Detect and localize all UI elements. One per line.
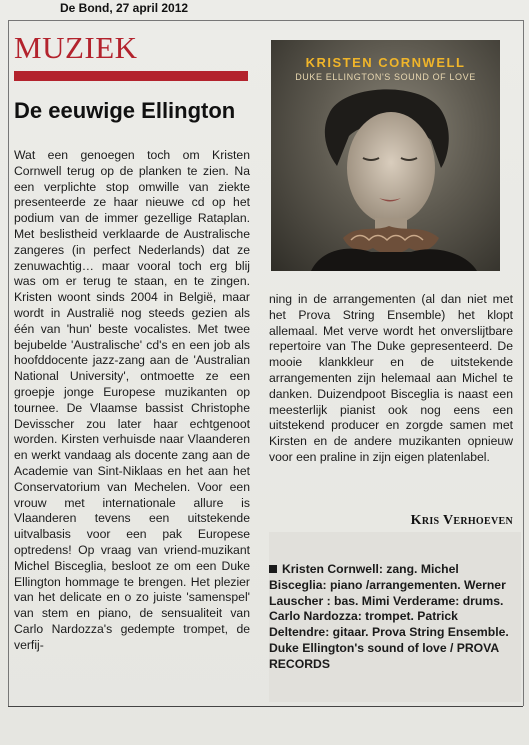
byline: Kris Verhoeven (410, 513, 513, 528)
frame-bottom-rule (8, 706, 523, 707)
credits-content: Kristen Cornwell: zang. Michel Bisceglia: piano /arrangementen. Werner Lauscher : bas. Mimi Verderame: drums. Carlo Nardozza: trompet. Patrick Deltendre: gitaar. Prova String Ensemble. Duke Ellington's sound of love / PROVA RECORDS (269, 562, 509, 671)
album-title: DUKE ELLINGTON'S SOUND OF LOVE (295, 72, 476, 82)
frame-right-rule (523, 20, 524, 706)
frame-top-rule (8, 20, 523, 21)
section-bar (14, 71, 248, 81)
source-line: De Bond, 27 april 2012 (60, 1, 189, 15)
album-cover-image (271, 40, 500, 271)
credits-text (269, 562, 515, 673)
body-column-1: Wat een genoegen toch om Kristen Cornwell terug op de planken te zien. Na een verplichte stop omwille van ziekte presenteerde ze haar nieuwe cd op het podium van de immer gezellige Rataplan. Met beslistheid verklaarde de Australische zangeres (in perfect Nederlands) dat ze zenuwachtig… maar vooral toch erg blij was om er terug te staan, en te zingen. Kristen woont sinds 2004 in België, maar wordt in Australië nog steeds gezien als één van 'hun' beste vocalistes. Met twee bejubelde 'Australische' cd's en een job als hoofddocente jazz-zang aan de 'Australian National University', ontmoette ze een groepje jonge Europese muzikanten op tournee. De Vlaamse bassist Christophe Devisscher zou later haar echtgenoot worden. Kirsten verhuisde naar Vlaanderen en werkt vandaag als docente zang aan de Academie van Sint-Niklaas en het aan het Conservatorium van Mechelen. Voor een vrouw met internationale allure is Vlaanderen tevens een uitstekende uitvalbasis voor een pak Europese optredens! Op vraag van vriend-muzikant Michel Bisceglia, besloot ze om een Duke Ellington hommage te brengen. Het plezier van het delicate en o zo juiste 'samenspel' van stem en piano, de sensualiteit van Carlo Nardozza's gedempte trompet, de verfij- (14, 148, 250, 652)
headline: De eeuwige Ellington (14, 98, 236, 123)
section-title: MUZIEK (14, 30, 138, 65)
frame-left-rule (8, 20, 9, 706)
album-artist: KRISTEN CORNWELL (305, 55, 466, 70)
body-column-2: ning in de arrangementen (al dan niet met het Prova String Ensemble) het klopt allemaal. Met verve wordt het onverslijtbare repertoire van The Duke gepresenteerd. De mooie klankkleur en de uitstekende arrangementen zijn helemaal aan Michel te danken. Duizendpoot Bisceglia is naast een meesterlijk pianist ook nog eens een uitstekend producer en zorgde samen met Kirsten en de andere muzikanten opnieuw voor een praline in zijn eigen platenlabel. (269, 292, 513, 464)
square-bullet-icon (269, 565, 277, 573)
